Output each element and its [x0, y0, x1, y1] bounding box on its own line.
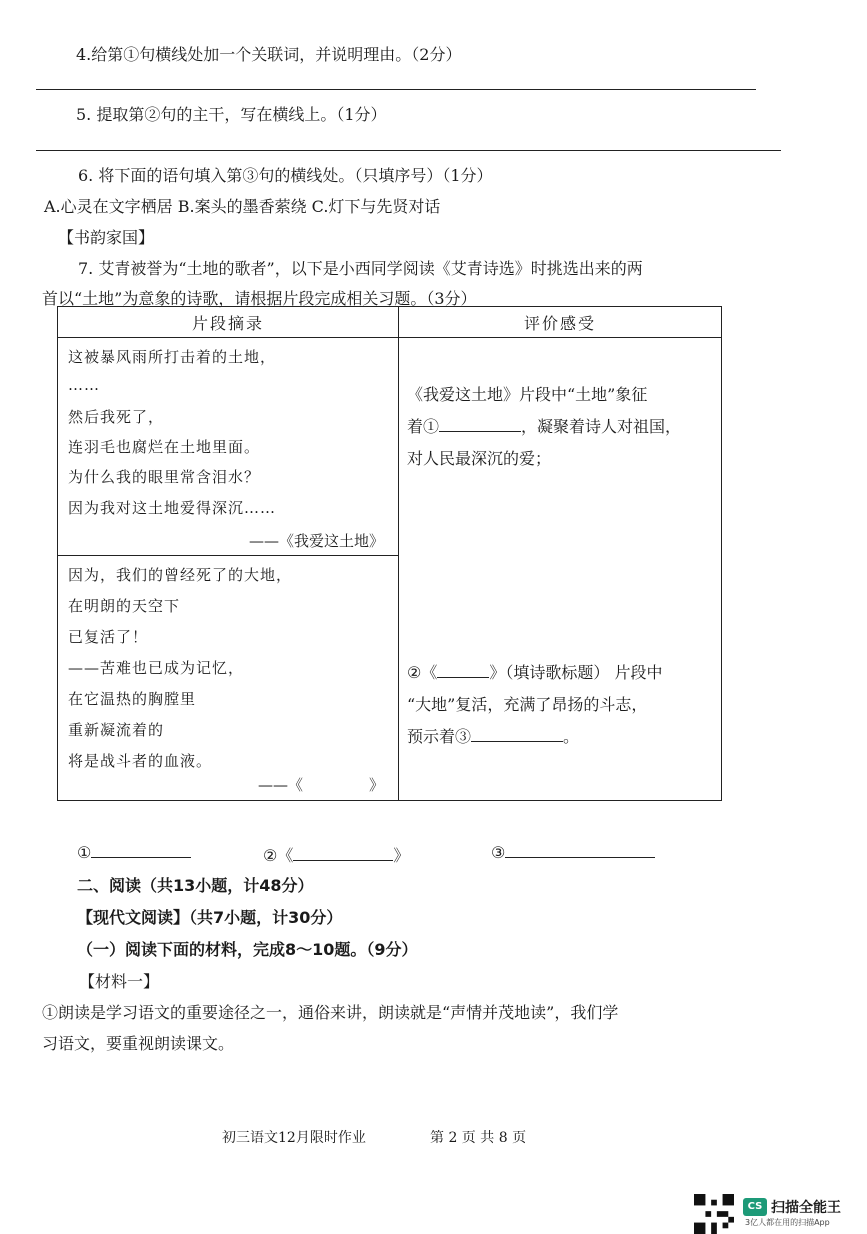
poem-2-line: 因为，我们的曾经死了的大地，	[68, 566, 293, 584]
poem-2-source-prefix: ——《	[257, 776, 303, 794]
poem-1-line: 为什么我的眼里常含泪水？	[68, 468, 261, 486]
answer-1-blank[interactable]	[91, 843, 191, 858]
eval-2-prefix: ②《	[407, 663, 438, 682]
poem-1-line: 连羽毛也腐烂在土地里面。	[68, 438, 261, 456]
footer-title: 初三语文12月限时作业	[222, 1130, 366, 1146]
material-1-line-1: ①朗读是学习语文的重要途径之一，通俗来讲，朗读就是“声情并茂地读”，我们学	[42, 1003, 619, 1022]
eval-1-suffix: ，凝聚着诗人对祖国，	[521, 417, 682, 436]
answer-3-blank[interactable]	[505, 843, 655, 858]
poem-1-line: 这被暴风雨所打击着的土地，	[68, 348, 277, 366]
poem-2-line: 将是战斗者的血液。	[68, 752, 213, 770]
poem-1-line: 然后我死了，	[68, 408, 165, 426]
answer-2	[263, 843, 409, 866]
question-4: 4.给第①句横线处加一个关联词，并说明理由。（2分）	[76, 45, 462, 64]
question-7-line-1: 7. 艾青被誉为“土地的歌者”，以下是小西同学阅读《艾青诗选》时挑选出来的两	[78, 259, 643, 278]
poem-2-line: 在它温热的胸膛里	[68, 690, 197, 708]
eval-1-line-1: 《我爱这土地》片段中“土地”象征	[407, 385, 648, 404]
eval-2-line-3	[407, 724, 579, 747]
eval-1-line-3: 对人民最深沉的爱；	[407, 449, 552, 468]
part-1-instruction: （一）阅读下面的材料，完成8～10题。（9分）	[77, 940, 418, 959]
poem-2-line: 在明朗的天空下	[68, 597, 181, 615]
blank-3[interactable]	[471, 727, 563, 742]
material-1-line-2: 习语文，要重视朗读课文。	[42, 1034, 235, 1053]
answer-row	[77, 843, 191, 862]
blank-2[interactable]	[437, 663, 489, 678]
material-1-label: 【材料一】	[79, 972, 160, 991]
eval-2-suffix: 》（填诗歌标题） 片段中	[489, 663, 663, 682]
answer-1-label: ①	[77, 843, 92, 862]
poem-2-source-suffix: 》	[368, 776, 384, 794]
poem-table	[57, 306, 722, 801]
poem-1-source: ——《我爱这土地》	[248, 532, 384, 550]
section-shuyun-jiaguo: 【书韵家国】	[58, 228, 155, 247]
eval-2-line-1	[407, 660, 662, 683]
question-7-line-2: 首以“土地”为意象的诗歌，请根据片段完成相关习题。（3分）	[42, 289, 477, 308]
header-evaluation: 评价感受	[399, 307, 722, 338]
eval-2-line-2: “大地”复活，充满了昂扬的斗志，	[407, 695, 648, 714]
poem-2-cell	[58, 556, 399, 801]
eval-1-line-2	[407, 414, 681, 437]
poem-2-source	[258, 774, 384, 795]
poem-2-line: 已复活了！	[68, 628, 149, 646]
answer-2-suffix: 》	[393, 846, 410, 865]
eval-2-line-3-prefix: 预示着③	[407, 727, 472, 746]
eval-2-line-3-suffix: 。	[563, 727, 580, 746]
poem-2-line: ——苦难也已成为记忆，	[68, 659, 245, 677]
camscanner-tagline: 3亿人都在用的扫描App	[745, 1218, 830, 1227]
eval-1-prefix: 着①	[407, 417, 440, 436]
reading-section-title: 二、阅读（共13小题，计48分）	[77, 876, 314, 895]
qr-code-icon	[694, 1194, 734, 1234]
page-number: 第 2 页 共 8 页	[430, 1130, 527, 1146]
answer-2-prefix: ②《	[263, 846, 294, 865]
answer-2-blank[interactable]	[293, 846, 393, 861]
modern-reading-subtitle: 【现代文阅读】（共7小题，计30分）	[77, 908, 343, 927]
answer-3	[491, 843, 655, 862]
blank-1[interactable]	[439, 417, 521, 432]
poem-1-line: 因为我对这土地爱得深沉……	[68, 499, 277, 517]
camscanner-logo: CS	[743, 1198, 767, 1216]
question-6-options: A.心灵在文字栖居 B.案头的墨香萦绕 C.灯下与先贤对话	[44, 197, 441, 216]
camscanner-name: 扫描全能王	[771, 1200, 841, 1216]
poem-1-line: ……	[68, 376, 100, 394]
evaluation-cell	[399, 338, 722, 801]
answer-line-q4	[36, 89, 756, 90]
poem-2-line: 重新凝流着的	[68, 721, 165, 739]
question-6: 6. 将下面的语句填入第③句的横线处。（只填序号）（1分）	[78, 166, 493, 185]
answer-line-q5	[36, 150, 781, 151]
header-excerpt: 片段摘录	[58, 307, 399, 338]
poem-1-cell	[58, 338, 399, 556]
question-5: 5. 提取第②句的主干，写在横线上。（1分）	[76, 105, 387, 124]
answer-3-label: ③	[491, 843, 506, 862]
